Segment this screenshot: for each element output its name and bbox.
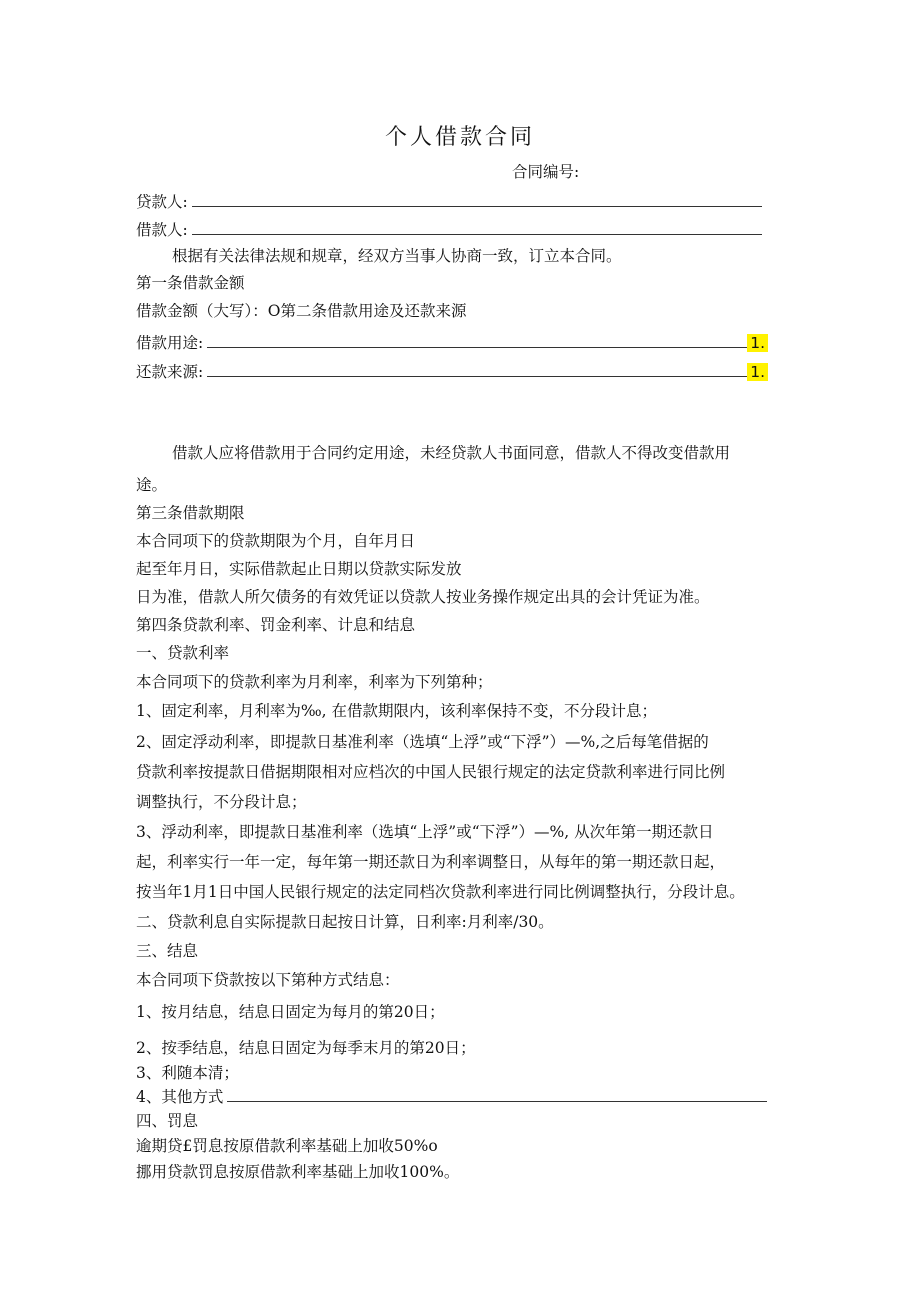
lender-blank bbox=[192, 192, 762, 207]
term-line-2: 起至年月日，实际借款起止日期以贷款实际发放 bbox=[136, 560, 462, 578]
article-4-heading: 第四条贷款利率、罚金利率、计息和结息 bbox=[136, 616, 416, 634]
purpose-label: 借款用途: bbox=[136, 334, 204, 352]
repay-marker: 1. bbox=[747, 363, 768, 381]
settle-option-4-blank bbox=[227, 1087, 767, 1102]
intro-paragraph: 根据有关法律法规和规章，经双方当事人协商一致，订立本合同。 bbox=[172, 247, 622, 265]
article-1-heading: 第一条借款金额 bbox=[136, 274, 245, 292]
borrower-blank bbox=[192, 220, 762, 235]
rate-option-3-line3: 按当年1月1日中国人民银行规定的法定同档次贷款利率进行同比例调整执行，分段计息。 bbox=[136, 883, 745, 901]
rate-intro: 本合同项下的贷款利率为月利率，利率为下列第种； bbox=[136, 673, 493, 691]
purpose-marker: 1. bbox=[747, 334, 768, 352]
purpose-row bbox=[136, 333, 768, 353]
purpose-blank bbox=[207, 333, 747, 348]
rate-option-2-line3: 调整执行，不分段计息； bbox=[136, 793, 307, 811]
rate-option-2-line2: 贷款利率按提款日借据期限相对应档次的中国人民银行规定的法定贷款利率进行同比例 bbox=[136, 763, 726, 781]
rate-option-3-line2: 起，利率实行一年一定，每年第一期还款日为利率调整日，从每年的第一期还款日起， bbox=[136, 853, 726, 871]
settle-option-2: 2、按季结息，结息日固定为每季末月的第20日； bbox=[136, 1039, 476, 1057]
rate-option-1: 1、固定利率，月利率为‰, 在借款期限内，该利率保持不变，不分段计息； bbox=[136, 702, 658, 720]
penalty-line-1: 逾期贷£罚息按原借款利率基础上加收50%o bbox=[136, 1137, 438, 1155]
lender-row bbox=[136, 192, 762, 212]
penalty-line-2: 挪用贷款罚息按原借款利率基础上加收100%。 bbox=[136, 1163, 460, 1181]
repay-row bbox=[136, 362, 768, 382]
contract-title: 个人借款合同 bbox=[384, 125, 535, 150]
section-4-heading: 四、罚息 bbox=[136, 1112, 199, 1130]
lender-label: 贷款人: bbox=[136, 193, 188, 211]
section-2-interest: 二、贷款利息自实际提款日起按日计算，日利率:月利率/30。 bbox=[136, 913, 554, 931]
usage-paragraph-line2: 途。 bbox=[136, 476, 168, 494]
settle-option-3: 3、利随本清； bbox=[136, 1064, 239, 1082]
usage-paragraph-line1: 借款人应将借款用于合同约定用途，未经贷款人书面同意，借款人不得改变借款用 bbox=[172, 444, 731, 462]
settle-option-1: 1、按月结息，结息日固定为每月的第20日； bbox=[136, 1003, 445, 1021]
contract-number-label: 合同编号: bbox=[512, 163, 580, 181]
rate-option-3-line1: 3、浮动利率，即提款日基准利率（选填“上浮”或“下浮”）—%, 从次年第一期还款日 bbox=[136, 823, 714, 841]
borrower-row bbox=[136, 220, 762, 240]
repay-blank bbox=[207, 362, 747, 377]
borrower-label: 借款人: bbox=[136, 221, 188, 239]
section-1-heading: 一、贷款利率 bbox=[136, 644, 230, 662]
settle-option-4-row bbox=[136, 1087, 767, 1107]
amount-line: 借款金额（大写）：O第二条借款用途及还款来源 bbox=[136, 302, 467, 320]
settle-option-4-label: 4、其他方式 bbox=[136, 1088, 224, 1106]
repay-label: 还款来源: bbox=[136, 363, 204, 381]
section-3-heading: 三、结息 bbox=[136, 942, 199, 960]
settle-intro: 本合同项下贷款按以下第种方式结息： bbox=[136, 971, 400, 989]
term-line-3: 日为准，借款人所欠债务的有效凭证以贷款人按业务操作规定出具的会计凭证为准。 bbox=[136, 588, 710, 606]
rate-option-2-line1: 2、固定浮动利率，即提款日基准利率（选填“上浮”或“下浮”）—%,之后每笔借据的 bbox=[136, 733, 709, 751]
term-line-1: 本合同项下的贷款期限为个月，自年月日 bbox=[136, 532, 416, 550]
article-3-heading: 第三条借款期限 bbox=[136, 504, 245, 522]
